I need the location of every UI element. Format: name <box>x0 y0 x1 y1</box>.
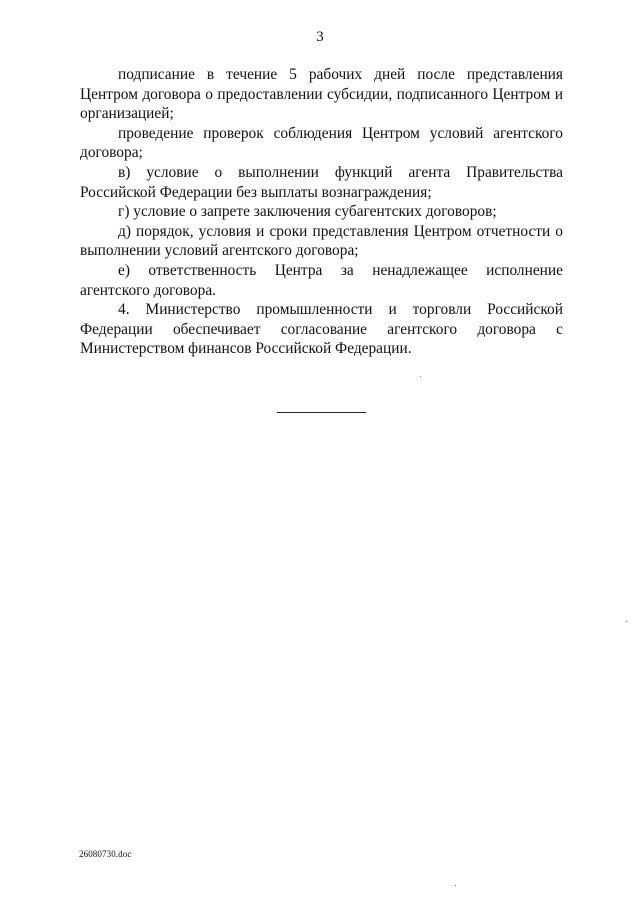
end-separator-line <box>277 412 366 413</box>
paragraph-signing: подписание в течение 5 рабочих дней после представления Центром договора о предоставлении субсидии, подписанного Центром и организацией; <box>80 66 563 123</box>
paragraph-item-v: в) условие о выполнении функций агента Правительства Российской Федерации без выплаты вознаграждения; <box>80 163 563 201</box>
paragraph-item-d: д) порядок, условия и сроки представления Центром отчетности о выполнении условий агентского договора; <box>80 222 563 260</box>
scan-speck <box>420 376 421 377</box>
page-number: 3 <box>316 29 324 45</box>
document-body <box>80 65 563 359</box>
scan-speck <box>455 885 456 886</box>
scan-speck <box>626 621 627 622</box>
paragraph-item-e: е) ответственность Центра за ненадлежащее исполнение агентского договора. <box>80 261 563 299</box>
paragraph-section-4: 4. Министерство промышленности и торговли Российской Федерации обеспечивает согласование агентского договора с Министерством финансов Российской Федерации. <box>80 301 563 358</box>
paragraph-inspections: проведение проверок соблюдения Центром условий агентского договора; <box>80 124 563 162</box>
document-file-code: 26080730.doc <box>79 849 132 859</box>
paragraph-item-g: г) условие о запрете заключения субагентских договоров; <box>118 203 497 221</box>
